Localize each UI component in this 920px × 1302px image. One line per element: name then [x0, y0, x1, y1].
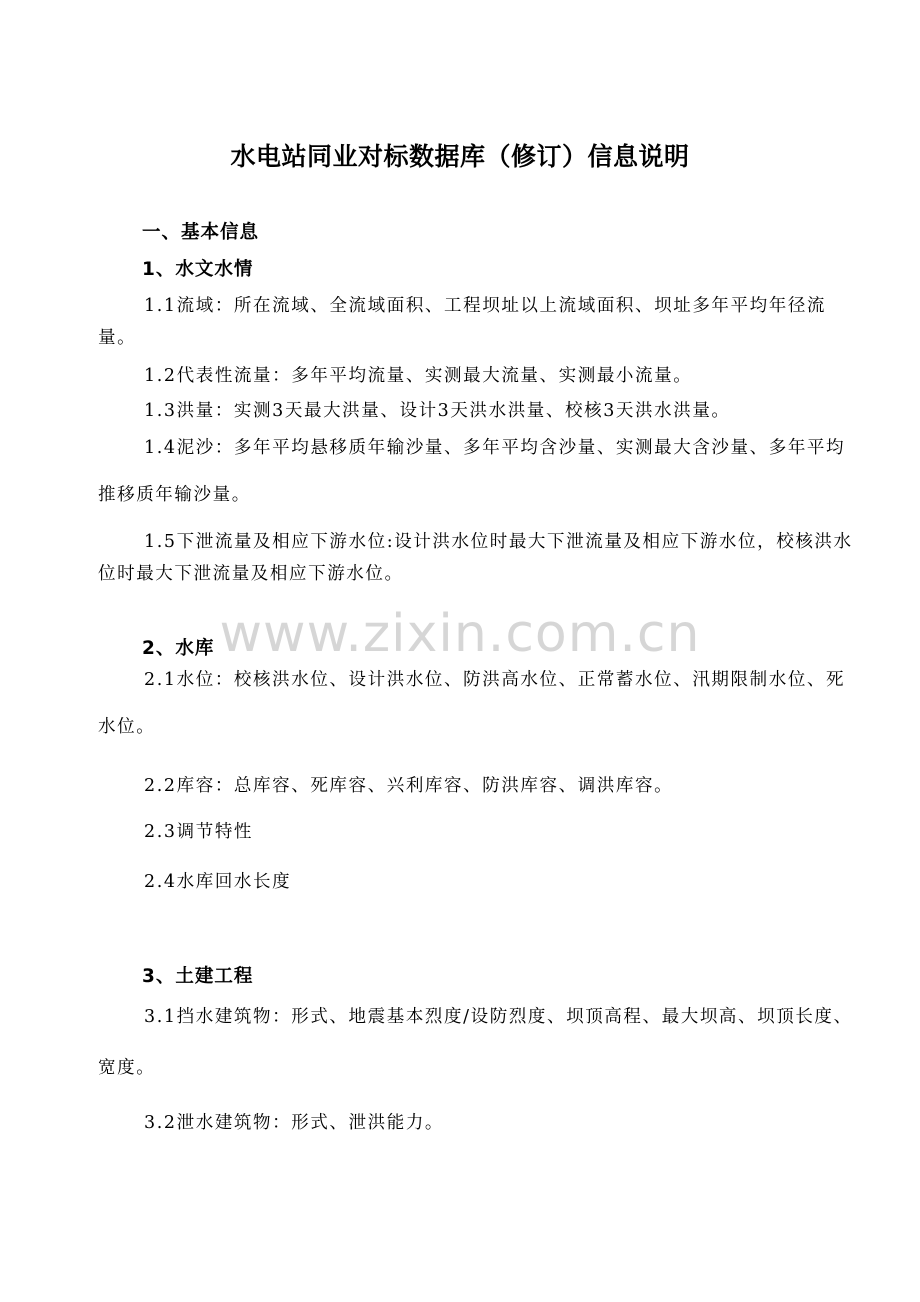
subsection-heading-reservoir: 2、水库: [142, 638, 215, 659]
paragraph-2-1: 2.1水位：校核洪水位、设计洪水位、防洪高水位、正常蓄水位、汛期限制水位、死水位。: [98, 670, 846, 737]
paragraph-2-4: 2.4水库回水长度: [144, 872, 292, 892]
paragraph-2-3: 2.3调节特性: [144, 822, 254, 842]
subsection-heading-hydrology: 1、水文水情: [142, 259, 254, 280]
watermark: www.zixin.com.cn: [219, 604, 701, 664]
paragraph-1-3: 1.3洪量：实测3天最大洪量、设计3天洪水洪量、校核3天洪水洪量。: [144, 401, 731, 421]
paragraph-1-2: 1.2代表性流量：多年平均流量、实测最大流量、实测最小流量。: [144, 366, 693, 386]
paragraph-1-5: 1.5下泄流量及相应下游水位:设计洪水位时最大下泄流量及相应下游水位，校核洪水位时最大下泄流量及相应下游水位。: [98, 532, 853, 584]
paragraph-1-1: 1.1流域：所在流域、全流域面积、工程坝址以上流域面积、坝址多年平均年径流量。: [98, 296, 827, 348]
subsection-heading-civil-works: 3、土建工程: [142, 966, 254, 987]
paragraph-3-1: 3.1挡水建筑物：形式、地震基本烈度/设防烈度、坝顶高程、最大坝高、坝顶长度、宽度。: [98, 1007, 853, 1078]
section-heading-basic-info: 一、基本信息: [142, 222, 260, 243]
document-title: 水电站同业对标数据库（修订）信息说明: [230, 142, 690, 171]
paragraph-2-2: 2.2库容：总库容、死库容、兴利库容、防洪库容、调洪库容。: [144, 776, 674, 796]
paragraph-3-2: 3.2泄水建筑物：形式、泄洪能力。: [144, 1113, 445, 1133]
paragraph-1-4: 1.4泥沙：多年平均悬移质年输沙量、多年平均含沙量、实测最大含沙量、多年平均推移质年输沙量。: [98, 438, 846, 505]
